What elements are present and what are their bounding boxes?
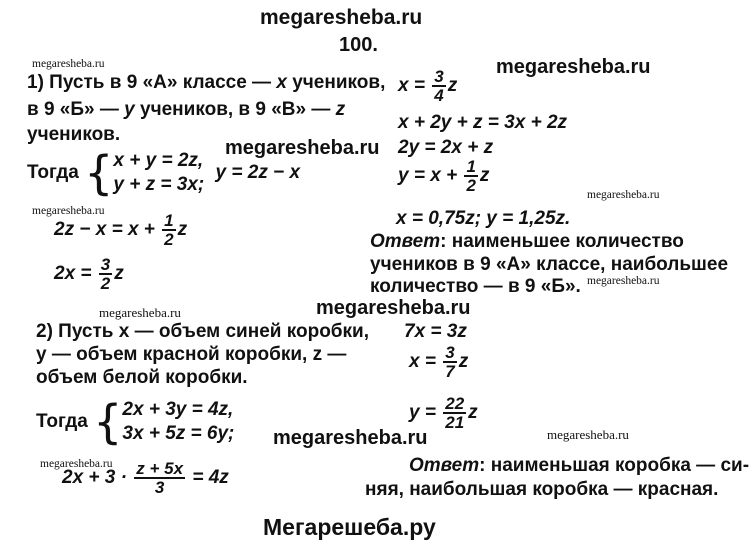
text: y = x + xyxy=(398,165,463,186)
denominator: 7 xyxy=(445,362,455,381)
text: Пусть x — объем синей коробки, xyxy=(52,321,370,342)
part1-line3: учеников. xyxy=(27,124,121,145)
part1-system xyxy=(27,146,300,200)
text: z xyxy=(447,75,458,96)
part1-r2: x + 2y + z = 3x + 2z xyxy=(398,112,568,133)
part2-answer-line2: няя, наибольшая коробка — красная. xyxy=(365,479,719,500)
part1-answer-line2: учеников в 9 «А» классе, наибольшее xyxy=(370,254,729,275)
equation: 3x + 5z = 6y; xyxy=(122,423,235,444)
part2-answer-line1 xyxy=(409,455,749,477)
part2-r3 xyxy=(409,395,478,431)
watermark: megaresheba.ru xyxy=(496,56,651,78)
brace-icon: { xyxy=(84,146,114,200)
part2-eq xyxy=(62,460,229,496)
fraction xyxy=(432,68,445,104)
then-label: Тогда xyxy=(36,411,88,432)
watermark-small: megaresheba.ru xyxy=(40,458,113,470)
part1-r5: x = 0,75z; y = 1,25z. xyxy=(396,208,571,229)
equation: x + y = 2z, xyxy=(113,150,204,172)
part1-line2 xyxy=(27,99,345,121)
part2-line1 xyxy=(36,321,369,343)
part1-answer-line3: количество — в 9 «Б». xyxy=(370,276,581,297)
part2-line2: y — объем красной коробки, z — xyxy=(36,344,347,365)
text: z xyxy=(114,263,124,284)
fraction xyxy=(443,344,456,380)
part1-answer-line1 xyxy=(370,231,684,253)
system-equations xyxy=(113,149,204,197)
part2-line3: объем белой коробки. xyxy=(36,367,248,388)
fraction xyxy=(162,212,175,248)
text: x = xyxy=(398,75,431,96)
system-equations xyxy=(122,398,234,446)
numerator: z + 5x xyxy=(136,459,184,478)
text: 2x = xyxy=(54,263,97,284)
text: учеников, xyxy=(286,72,386,93)
watermark-small: megaresheba.ru xyxy=(32,58,105,70)
text: x = xyxy=(409,351,442,372)
answer-label: Ответ xyxy=(409,455,480,476)
text: : наименьшая коробка — си- xyxy=(479,455,749,476)
fraction xyxy=(443,395,466,431)
watermark-small: megaresheba.ru xyxy=(587,275,660,287)
text: z xyxy=(177,219,188,240)
numerator: 1 xyxy=(466,157,476,176)
var: z xyxy=(335,99,346,120)
part2-r1: 7x = 3z xyxy=(404,321,467,342)
part1-eq-a xyxy=(54,212,187,248)
numerator: 3 xyxy=(434,67,444,86)
text: = 4z xyxy=(187,467,229,488)
part2-number: 2) xyxy=(36,321,53,342)
part1-r4 xyxy=(398,158,489,194)
numerator: 3 xyxy=(445,343,455,362)
watermark: megaresheba.ru xyxy=(316,297,471,319)
part2-system xyxy=(36,395,234,449)
text: 2x + 3 · xyxy=(62,467,133,488)
fraction xyxy=(134,460,185,496)
text: Пусть в 9 «А» классе — xyxy=(43,72,277,93)
part1-number: 1) xyxy=(27,72,44,93)
numerator: 22 xyxy=(445,394,465,413)
watermark-small: megaresheba.ru xyxy=(547,427,629,442)
watermark-top: megaresheba.ru xyxy=(260,6,423,29)
watermark: megaresheba.ru xyxy=(225,137,380,159)
equation: 2x + 3y = 4z, xyxy=(122,399,234,421)
denominator: 2 xyxy=(164,230,174,249)
denominator: 3 xyxy=(134,477,185,496)
text: z xyxy=(458,351,469,372)
var: x xyxy=(276,72,287,93)
watermark-bottom: Мегарешеба.ру xyxy=(263,514,436,540)
denominator: 21 xyxy=(445,413,465,432)
denominator: 2 xyxy=(100,274,111,293)
denominator: 2 xyxy=(466,176,476,195)
part2-r2 xyxy=(409,344,468,380)
text: учеников, в 9 «В» — xyxy=(134,99,336,120)
text: : наименьшее количество xyxy=(440,231,684,252)
text: y = xyxy=(409,402,442,423)
var: y xyxy=(124,99,135,120)
watermark: megaresheba.ru xyxy=(273,427,428,449)
part1-line1 xyxy=(27,72,385,94)
text: z xyxy=(479,165,490,186)
then-label: Тогда xyxy=(27,162,79,183)
fraction xyxy=(464,158,477,194)
watermark-small: megaresheba.ru xyxy=(587,189,660,201)
watermark-small: megaresheba.ru xyxy=(32,205,105,217)
text: 2z − x = x + xyxy=(54,219,161,240)
problem-number: 100. xyxy=(339,34,378,56)
answer-label: Ответ xyxy=(370,231,441,252)
fraction xyxy=(99,256,112,292)
equation: y = 2z − x xyxy=(215,162,301,183)
numerator: 1 xyxy=(164,211,174,230)
numerator: 3 xyxy=(100,255,111,274)
part1-r1 xyxy=(398,68,457,104)
denominator: 4 xyxy=(434,86,444,105)
watermark-small: megaresheba.ru xyxy=(99,305,181,320)
equation: y + z = 3x; xyxy=(113,174,205,195)
text: в 9 «Б» — xyxy=(27,99,125,120)
text: z xyxy=(468,402,478,423)
part1-r3: 2y = 2x + z xyxy=(398,137,494,158)
part1-eq-b xyxy=(54,256,124,292)
brace-icon: { xyxy=(93,395,123,449)
